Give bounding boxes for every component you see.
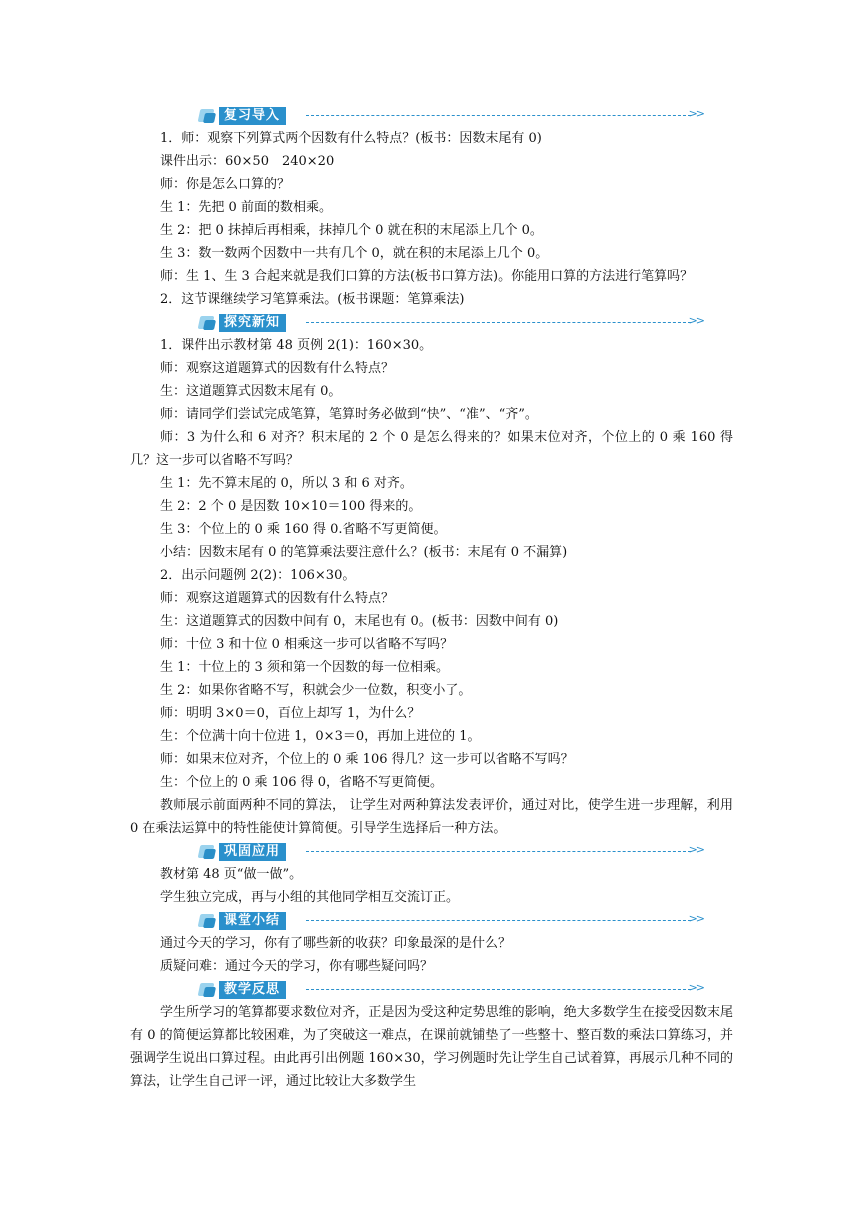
chevron-right-icon: >> — [688, 314, 703, 327]
text-line: 课件出示：60×50 240×20 — [160, 154, 335, 169]
text-line: 生 2：2 个 0 是因数 10×10＝100 得来的。 — [160, 499, 422, 514]
text-line: 生 1：先不算末尾的 0，所以 3 和 6 对齐。 — [160, 476, 413, 491]
section-title: 巩固应用 — [219, 843, 286, 861]
text-line: 通过今天的学习，你有了哪些新的收获？印象最深的是什么？ — [160, 936, 512, 951]
text-line: 1．师：观察下列算式两个因数有什么特点？(板书：因数末尾有 0) — [160, 131, 542, 146]
text-line: 生 2：如果你省略不写，积就会少一位数，积变小了。 — [160, 683, 472, 698]
heading-divider — [306, 322, 691, 323]
section-title: 探究新知 — [219, 314, 286, 332]
text-line: 2．出示问题例 2(2)：106×30。 — [160, 568, 356, 583]
text-line: 教材第 48 页“做一做”。 — [160, 867, 303, 882]
text-line: 生 3：个位上的 0 乘 160 得 0.省略不写更简便。 — [160, 522, 447, 537]
text-line: 学生独立完成，再与小组的其他同学相互交流订正。 — [160, 890, 460, 905]
text-line: 师：观察这道题算式的因数有什么特点？ — [160, 591, 395, 606]
text-line: 生 1：十位上的 3 须和第一个因数的每一位相乘。 — [160, 660, 449, 675]
paragraph: 师：3 为什么和 6 对齐？积末尾的 2 个 0 是怎么得来的？如果末位对齐，个位上的 0 乘 160 得几？这一步可以省略不写吗？ — [130, 430, 733, 468]
section-title: 教学反思 — [219, 981, 286, 999]
text-line: 生：个位上的 0 乘 106 得 0，省略不写更简便。 — [160, 775, 444, 790]
lesson-content — [130, 104, 733, 1093]
paragraph: 学生所学习的笔算都要求数位对齐，正是因为受这种定势思维的影响，绝大多数学生在接受因数末尾有 0 的简便运算都比较困难，为了突破这一难点，在课前就铺垫了一些整十、整百数的乘法口算练习，并强调学生说出口算过程。由此再引出例题 160×30，学习例题时先让学生自己试着算，再展示几种不同的算法，让学生自己评一评，通过比较让大多数学生 — [130, 1005, 733, 1089]
section-heading-icon — [195, 843, 217, 861]
section-heading-apply — [130, 840, 733, 863]
text-line: 生 1：先把 0 前面的数相乘。 — [160, 200, 332, 215]
text-line: 师：十位 3 和十位 0 相乘这一步可以省略不写吗？ — [160, 637, 454, 652]
heading-divider — [306, 989, 691, 990]
chevron-right-icon: >> — [688, 107, 703, 120]
section-heading-explore — [130, 311, 733, 334]
chevron-right-icon: >> — [688, 981, 703, 994]
chevron-right-icon: >> — [688, 912, 703, 925]
text-line: 生 2：把 0 抹掉后再相乘，抹掉几个 0 就在积的末尾添上几个 0。 — [160, 223, 543, 238]
text-line: 质疑问难：通过今天的学习，你有哪些疑问吗？ — [160, 959, 434, 974]
chevron-right-icon: >> — [688, 843, 703, 856]
text-line: 师：观察这道题算式的因数有什么特点？ — [160, 361, 395, 376]
text-line: 生：这道题算式因数末尾有 0。 — [160, 384, 342, 399]
text-line: 师：明明 3×0＝0，百位上却写 1，为什么？ — [160, 706, 421, 721]
heading-divider — [306, 920, 691, 921]
text-line: 生：个位满十向十位进 1，0×3＝0，再加上进位的 1。 — [160, 729, 481, 744]
text-line: 生 3：数一数两个因数中一共有几个 0，就在积的末尾添上几个 0。 — [160, 246, 549, 261]
section-heading-icon — [195, 314, 217, 332]
section-heading-icon — [195, 912, 217, 930]
section-title: 课堂小结 — [219, 912, 286, 930]
text-line: 1．课件出示教材第 48 页例 2(1)：160×30。 — [160, 338, 433, 353]
text-line: 2．这节课继续学习笔算乘法。(板书课题：笔算乘法) — [160, 292, 465, 307]
paragraph: 师：生 1、生 3 合起来就是我们口算的方法(板书口算方法)。你能用口算的方法进行笔算吗？ — [160, 269, 694, 284]
section-heading-reflection — [130, 978, 733, 1001]
section-heading-review — [130, 104, 733, 127]
section-title: 复习导入 — [219, 107, 286, 125]
heading-divider — [306, 115, 691, 116]
section-heading-icon — [195, 107, 217, 125]
text-line: 小结：因数末尾有 0 的笔算乘法要注意什么？(板书：末尾有 0 不漏算) — [160, 545, 568, 560]
heading-divider — [306, 851, 691, 852]
text-line: 师：你是怎么口算的？ — [160, 177, 291, 192]
text-line: 师：如果末位对齐，个位上的 0 乘 106 得几？这一步可以省略不写吗？ — [160, 752, 574, 767]
text-line: 生：这道题算式的因数中间有 0，末尾也有 0。(板书：因数中间有 0) — [160, 614, 559, 629]
paragraph: 教师展示前面两种不同的算法， 让学生对两种算法发表评价，通过对比，使学生进一步理解，利用 0 在乘法运算中的特性能使计算简便。引导学生选择后一种方法。 — [130, 798, 733, 836]
section-heading-icon — [195, 981, 217, 999]
text-line: 师：请同学们尝试完成笔算，笔算时务必做到“快”、“准”、“齐”。 — [160, 407, 538, 422]
section-heading-summary — [130, 909, 733, 932]
